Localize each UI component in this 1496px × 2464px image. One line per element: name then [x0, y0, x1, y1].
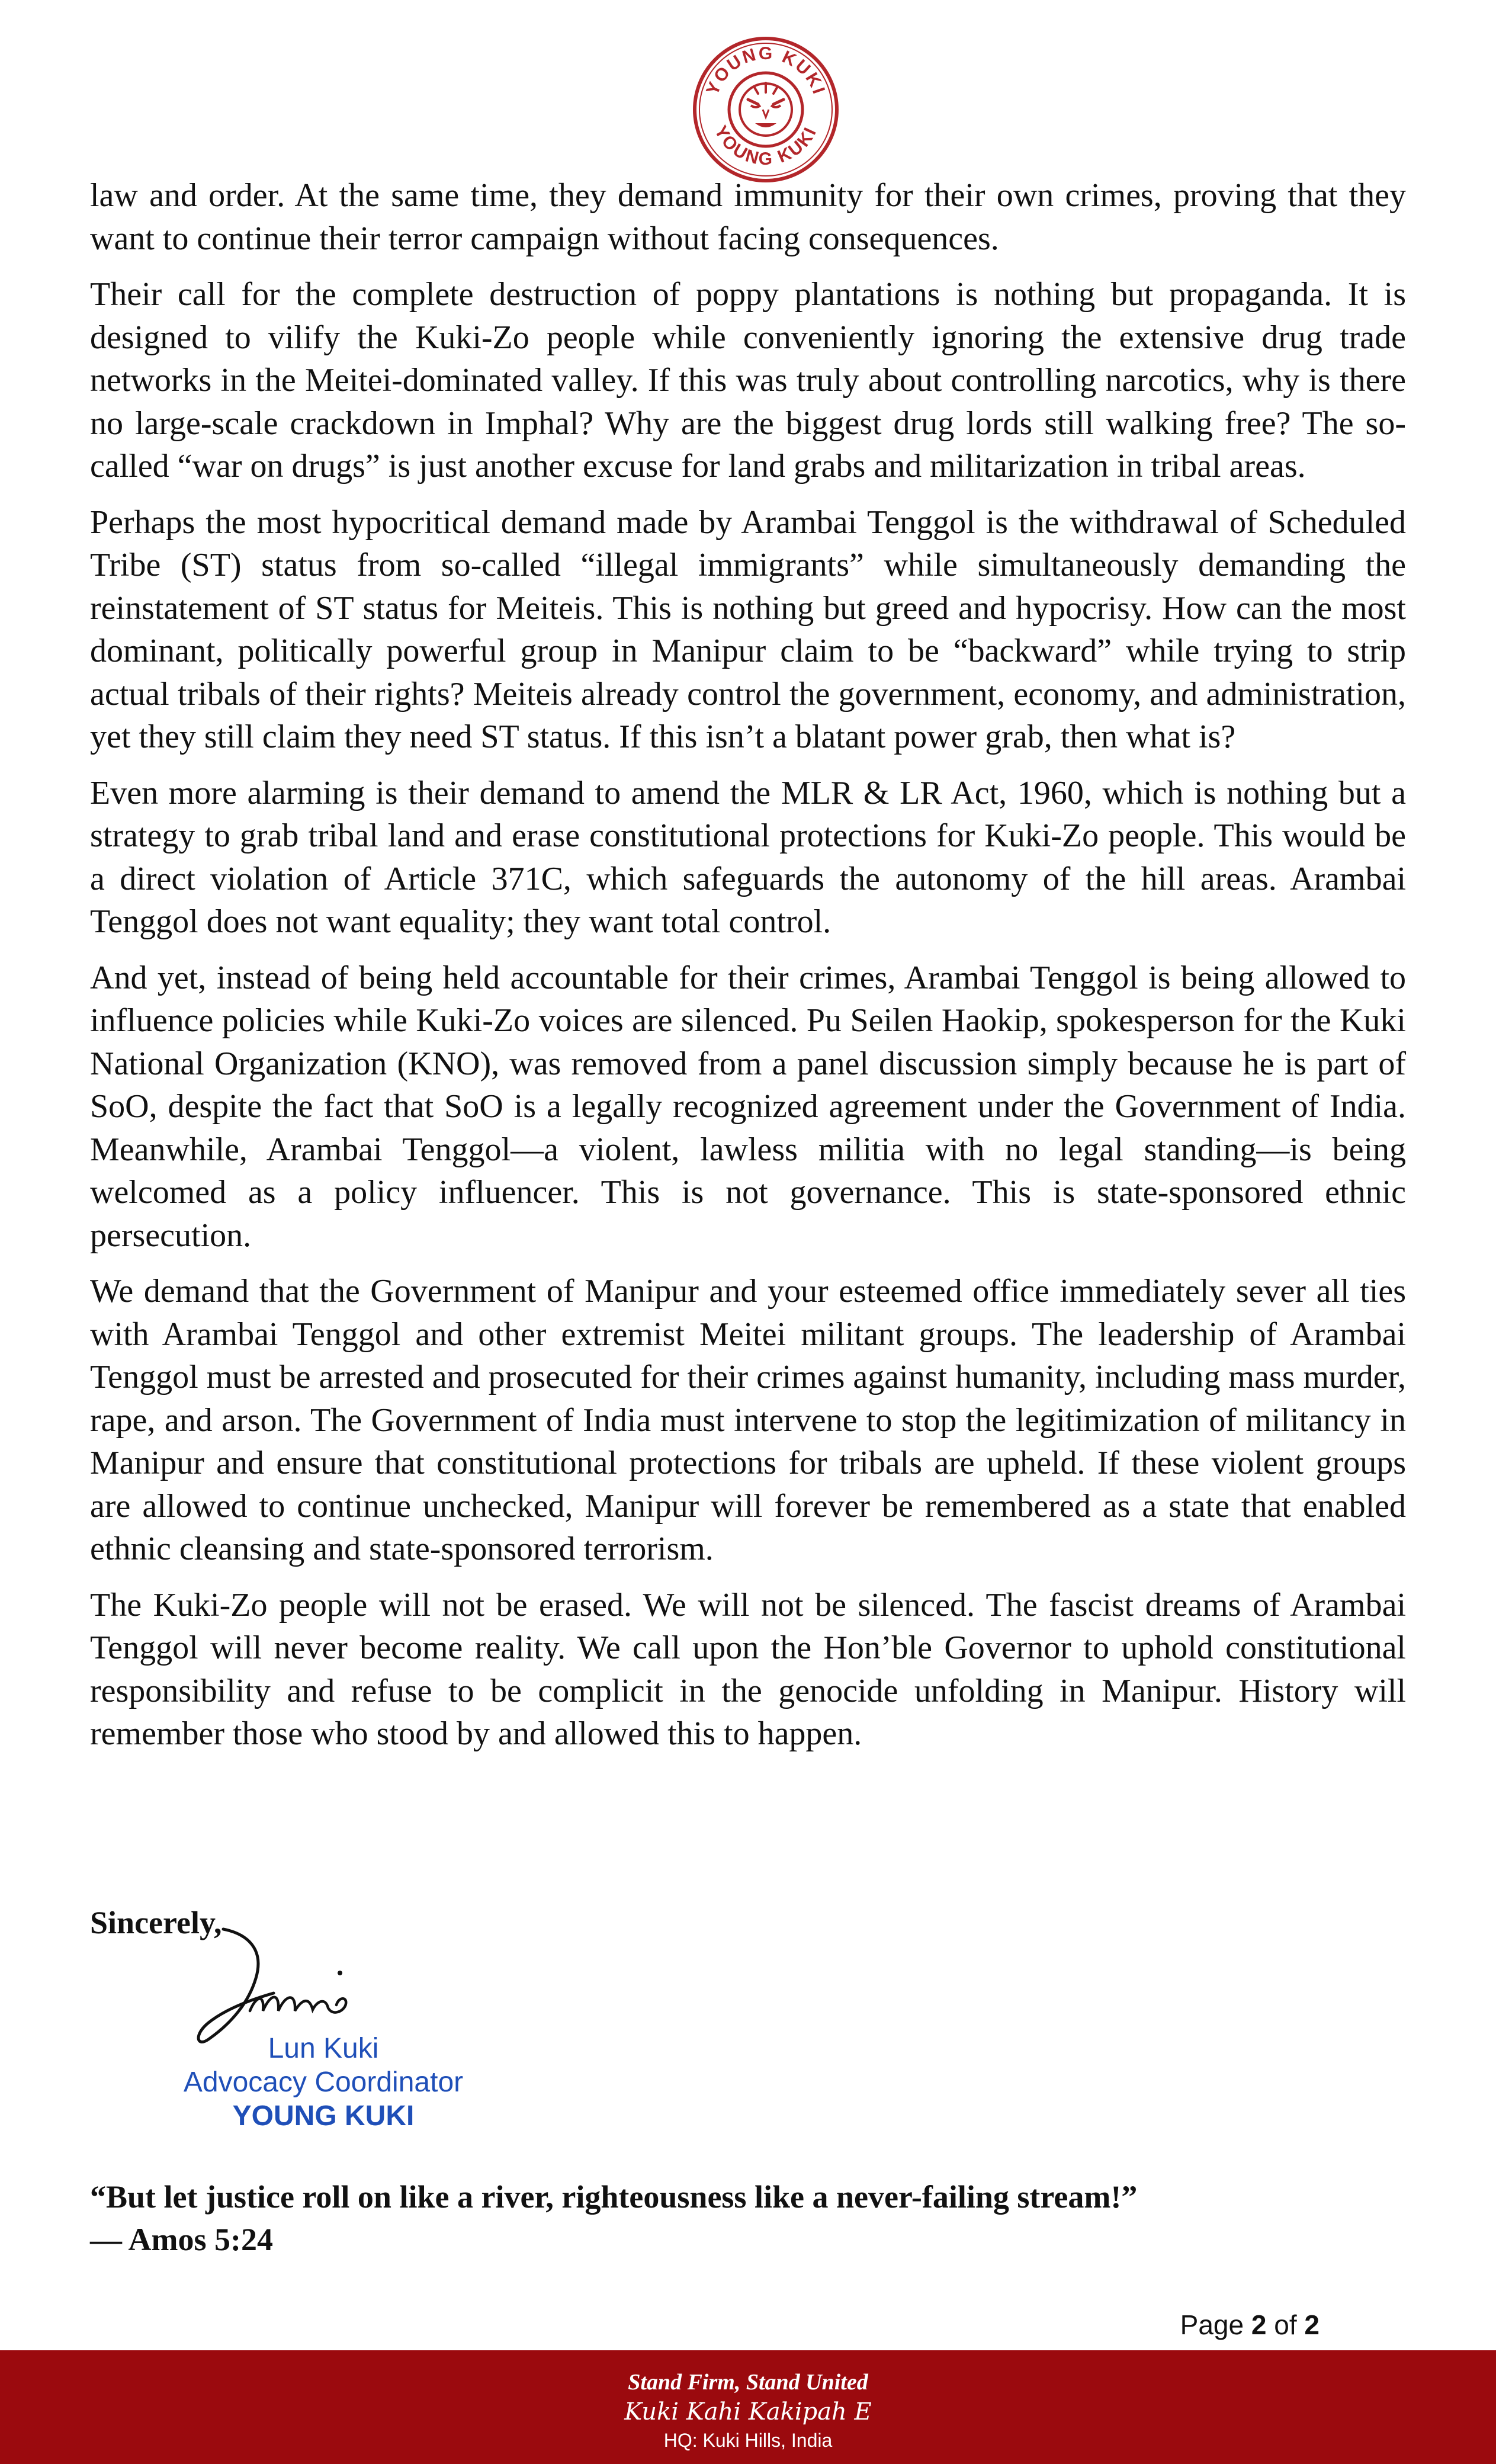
paragraph-2: Their call for the complete destruction of poppy plantations is nothing but propaganda. It is designed to vilify the Kuki-Zo people while conveniently ignoring the extensive drug trade networks in the Meitei-dominated valley. If this was truly about controlling narcotics, why is there no large-scale crackdown in Imphal? Why are the biggest drug lords still walking free? The so-called “war on drugs” is just another excuse for land grabs and militarization in tribal areas.: [90, 276, 1406, 485]
paragraph-4: Even more alarming is their demand to amend the MLR & LR Act, 1960, which is nothing but a strategy to grab tribal land and erase constitutional protections for Kuki-Zo people. This would be a direct violation of Article 371C, which safeguards the autonomy of the hill areas. Arambai Tenggol does not want equality; they want total control.: [90, 774, 1406, 940]
footer-band: [0, 2350, 1496, 2464]
page-prefix: Page: [1180, 2309, 1244, 2340]
paragraph-5: And yet, instead of being held accountable for their crimes, Arambai Tenggol is being allowed to influence policies while Kuki-Zo voices are silenced. Pu Seilen Haokip, spokesperson for the Kuki National Organization (KNO), was removed from a panel discussion simply because he is part of SoO, despite the fact that SoO is a legally recognized agreement under the Government of India. Meanwhile, Arambai Tenggol—a violent, lawless militia with no legal standing—is being welcomed as a policy influencer. This is not governance. This is state-sponsored ethnic persecution.: [90, 959, 1406, 1254]
page-number: [1180, 2309, 1320, 2341]
svg-text:YOUNG KUKI: YOUNG KUKI: [710, 122, 821, 169]
scripture-quote: [90, 2176, 1137, 2261]
young-kuki-logo: [692, 36, 840, 184]
signer-name: Lun Kuki: [268, 2033, 379, 2064]
svg-text:YOUNG KUKI: YOUNG KUKI: [702, 43, 829, 98]
paragraph-6: We demand that the Government of Manipur and your esteemed office immediately sever all ties with Arambai Tenggol and other extremist Meitei militant groups. The leadership of Arambai Tenggol must be arrested and prosecuted for their crimes against humanity, including mass murder, rape, and arson. The Government of India must intervene to stop the legitimization of militancy in Manipur and ensure that constitutional protections for tribals are upheld. If these violent groups are allowed to continue unchecked, Manipur will forever be remembered as a state that enabled ethnic cleansing and state-sponsored terrorism.: [90, 1273, 1406, 1567]
closing-salutation: Sincerely,: [90, 1905, 222, 1940]
footer-slogan: Stand Firm, Stand United: [628, 2370, 868, 2395]
signer-block: [163, 2032, 483, 2133]
signer-organization: YOUNG KUKI: [232, 2100, 415, 2132]
signer-title: Advocacy Coordinator: [183, 2067, 464, 2098]
quote-source: — Amos 5:24: [90, 2222, 273, 2257]
paragraph-7: The Kuki-Zo people will not be erased. We will not be silenced. The fascist dreams of Arambai Tenggol will never become reality. We call upon the Hon’ble Governor to uphold constitutional responsibility and refuse to be complicit in the genocide unfolding in Manipur. History will remember those who stood by and allowed this to happen.: [90, 1586, 1406, 1752]
letter-body: [90, 174, 1406, 1769]
footer-hq: HQ: Kuki Hills, India: [663, 2430, 833, 2451]
footer-motto: Kuki Kahi Kakipah E: [624, 2398, 872, 2426]
page-current: 2: [1251, 2309, 1267, 2340]
paragraph-1: law and order. At the same time, they demand immunity for their own crimes, proving that they want to continue their terror campaign without facing consequences.: [90, 177, 1406, 257]
page-total: 2: [1304, 2309, 1320, 2340]
page-of: of: [1274, 2309, 1297, 2340]
quote-text: “But let justice roll on like a river, righteousness like a never-failing stream!”: [90, 2179, 1138, 2215]
paragraph-3: Perhaps the most hypocritical demand made by Arambai Tenggol is the withdrawal of Scheduled Tribe (ST) status from so-called “illegal immigrants” while simultaneously demanding the reinstatement of ST status for Meiteis. This is nothing but greed and hypocrisy. How can the most dominant, politically powerful group in Manipur claim to be “backward” while trying to strip actual tribals of their rights? Meiteis already control the government, economy, and administration, yet they still claim they need ST status. If this isn’t a blatant power grab, then what is?: [90, 503, 1406, 755]
